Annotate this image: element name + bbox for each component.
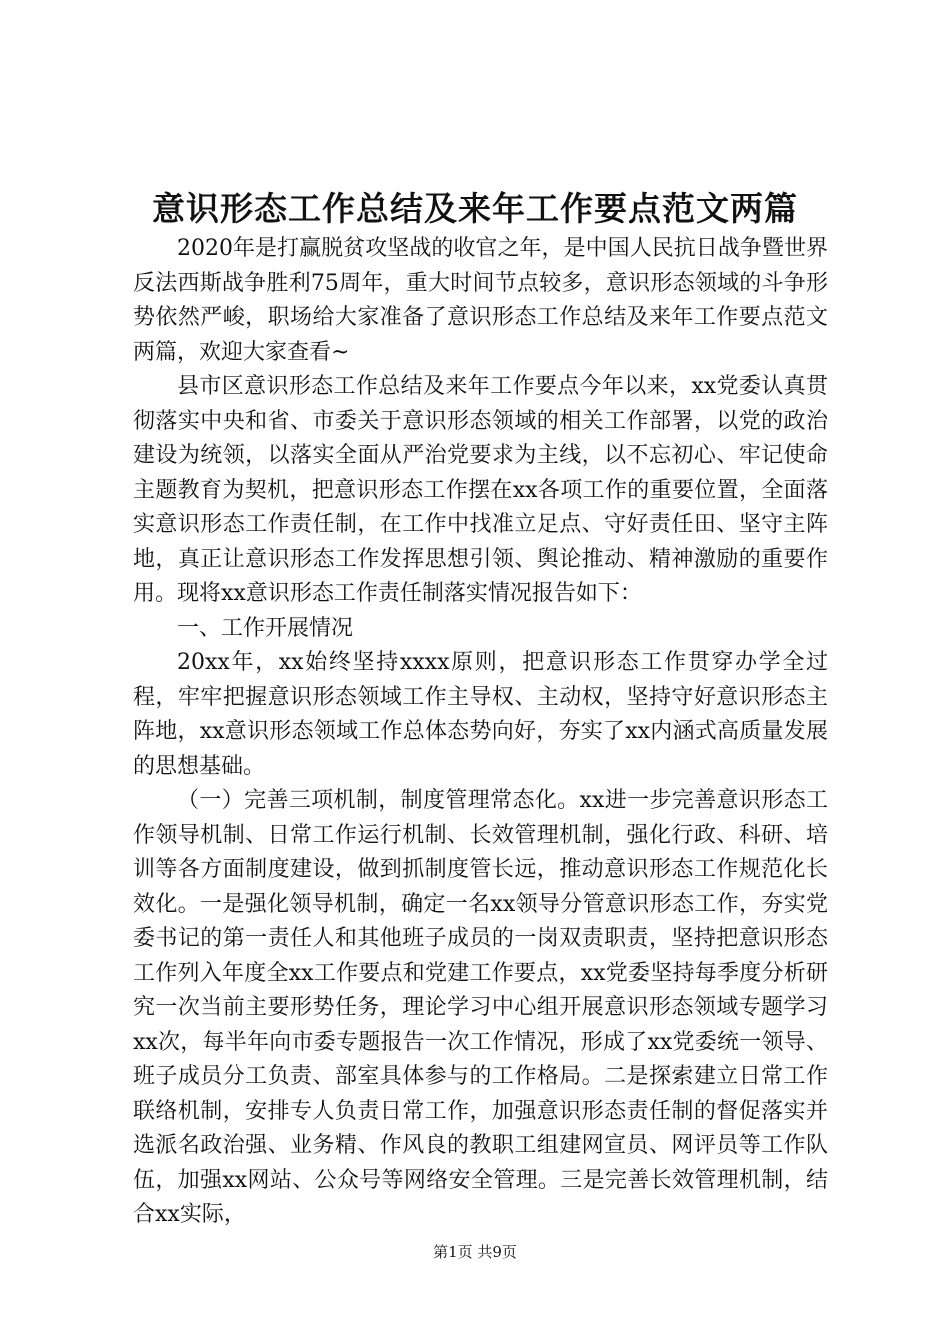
- document-title: 意识形态工作总结及来年工作要点范文两篇: [152, 189, 798, 228]
- mechanism-paragraph: （一）完善三项机制，制度管理常态化。xx进一步完善意识形态工作领导机制、日常工作运行机制、长效管理机制，强化行政、科研、培训等各方面制度建设，做到抓制度管长远，推动意识形态工作规范化长效化。一是强化领导机制，确定一名xx领导分管意识形态工作，夯实党委书记的第一责任人和其他班子成员的一岗双责职责，坚持把意识形态工作列入年度全xx工作要点和党建工作要点，xx党委坚持每季度分析研究一次当前主要形势任务，理论学习中心组开展意识形态领域专题学习xx次，每半年向市委专题报告一次工作情况，形成了xx党委统一领导、班子成员分工负责、部室具体参与的工作格局。二是探索建立日常工作联络机制，安排专人负责日常工作，加强意识形态责任制的督促落实并选派名政治强、业务精、作风良的教职工组建网宣员、网评员等工作队伍，加强xx网站、公众号等网络安全管理。三是完善长效管理机制，结合xx实际，: [133, 788, 828, 1227]
- intro-paragraph: 2020年是打赢脱贫攻坚战的收官之年，是中国人民抗日战争暨世界反法西斯战争胜利75周年，重大时间节点较多，意识形态领域的斗争形势依然严峻，职场给大家准备了意识形态工作总结及来年工作要点范文两篇，欢迎大家查看~: [133, 236, 828, 365]
- section-heading: 一、工作开展情况: [177, 615, 354, 641]
- page-number-footer: 第1页 共9页: [433, 1243, 517, 1261]
- overview-paragraph: 20xx年，xx始终坚持xxxx原则，把意识形态工作贯穿办学全过程，牢牢把握意识形态领域工作主导权、主动权，坚持守好意识形态主阵地，xx意识形态领域工作总体态势向好，夯实了xx内涵式高质量发展的思想基础。: [133, 650, 828, 779]
- summary-paragraph: 县市区意识形态工作总结及来年工作要点今年以来，xx党委认真贯彻落实中央和省、市委关于意识形态领域的相关工作部署，以党的政治建设为统领，以落实全面从严治党要求为主线，以不忘初心、牢记使命主题教育为契机，把意识形态工作摆在xx各项工作的重要位置，全面落实意识形态工作责任制，在工作中找准立足点、守好责任田、坚守主阵地，真正让意识形态工作发挥思想引领、舆论推动、精神激励的重要作用。现将xx意识形态工作责任制落实情况报告如下：: [133, 374, 828, 606]
- document-body: [133, 232, 828, 1233]
